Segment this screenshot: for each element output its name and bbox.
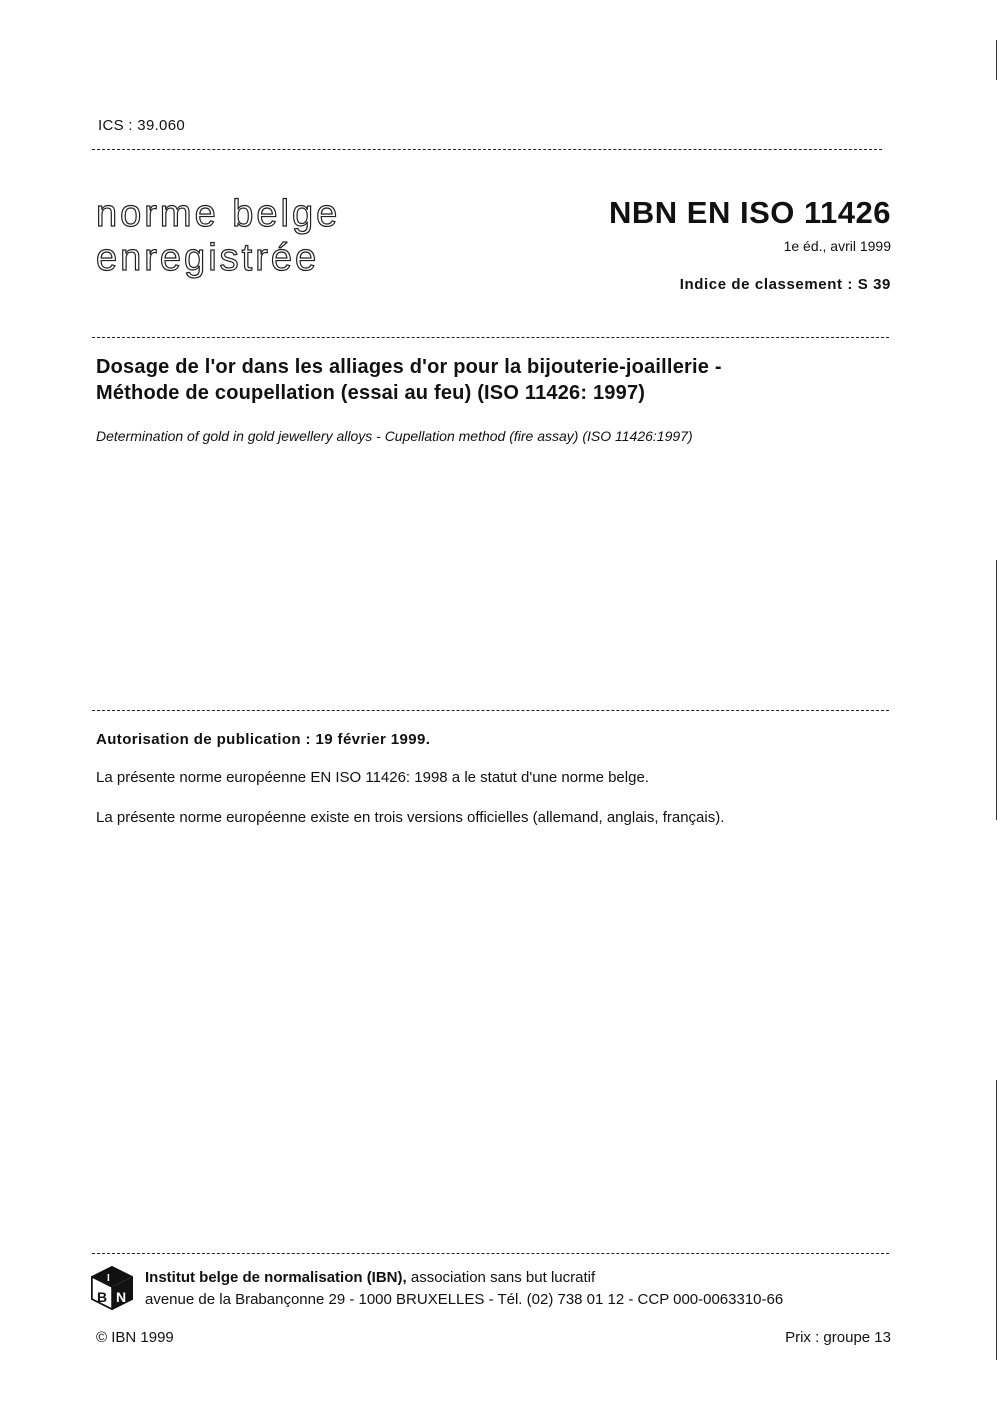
- french-title: [96, 354, 896, 406]
- norme-belge-brand: [96, 192, 340, 280]
- scan-edge-mark: [996, 40, 997, 80]
- footer-top-rule: [92, 1253, 889, 1254]
- price-group: Prix : groupe 13: [785, 1329, 891, 1346]
- svg-text:I: I: [107, 1273, 110, 1284]
- french-title-line-1: Dosage de l'or dans les alliages d'or pour la bijouterie-joaillerie -: [96, 356, 722, 378]
- ics-code: ICS : 39.060: [98, 117, 185, 134]
- english-title: Determination of gold in gold jewellery alloys - Cupellation method (fire assay) (ISO 11426:1997): [96, 428, 693, 444]
- scan-edge-mark: [996, 1080, 997, 1360]
- status-statement: La présente norme européenne EN ISO 11426: 1998 a le statut d'une norme belge.: [96, 769, 649, 786]
- institute-description: association sans but lucratif: [406, 1269, 596, 1286]
- publication-top-rule: [92, 710, 889, 711]
- french-title-line-2: Méthode de coupellation (essai au feu) (ISO 11426: 1997): [96, 382, 646, 404]
- standard-number: NBN EN ISO 11426: [609, 195, 891, 230]
- institute-address: avenue de la Brabançonne 29 - 1000 BRUXELLES - Tél. (02) 738 01 12 - CCP 000-0063310-66: [145, 1291, 784, 1308]
- brand-line-2: enregistrée: [96, 237, 320, 279]
- brand-line-1: norme belge: [96, 193, 341, 235]
- title-top-rule: [92, 337, 889, 338]
- versions-statement: La présente norme européenne existe en trois versions officielles (allemand, anglais, français).: [96, 809, 725, 826]
- svg-text:N: N: [116, 1289, 127, 1305]
- copyright-notice: © IBN 1999: [96, 1329, 174, 1346]
- edition-date: 1e éd., avril 1999: [783, 238, 891, 254]
- scan-edge-mark: [996, 560, 997, 820]
- institute-line: [145, 1269, 595, 1286]
- publication-authorization: Autorisation de publication : 19 février 1999.: [96, 731, 431, 748]
- svg-text:B: B: [97, 1289, 108, 1305]
- institute-name: Institut belge de normalisation (IBN),: [145, 1269, 407, 1286]
- header-top-rule: [92, 149, 882, 150]
- ibn-logo-icon: [90, 1265, 134, 1311]
- classification-index: Indice de classement : S 39: [679, 276, 891, 293]
